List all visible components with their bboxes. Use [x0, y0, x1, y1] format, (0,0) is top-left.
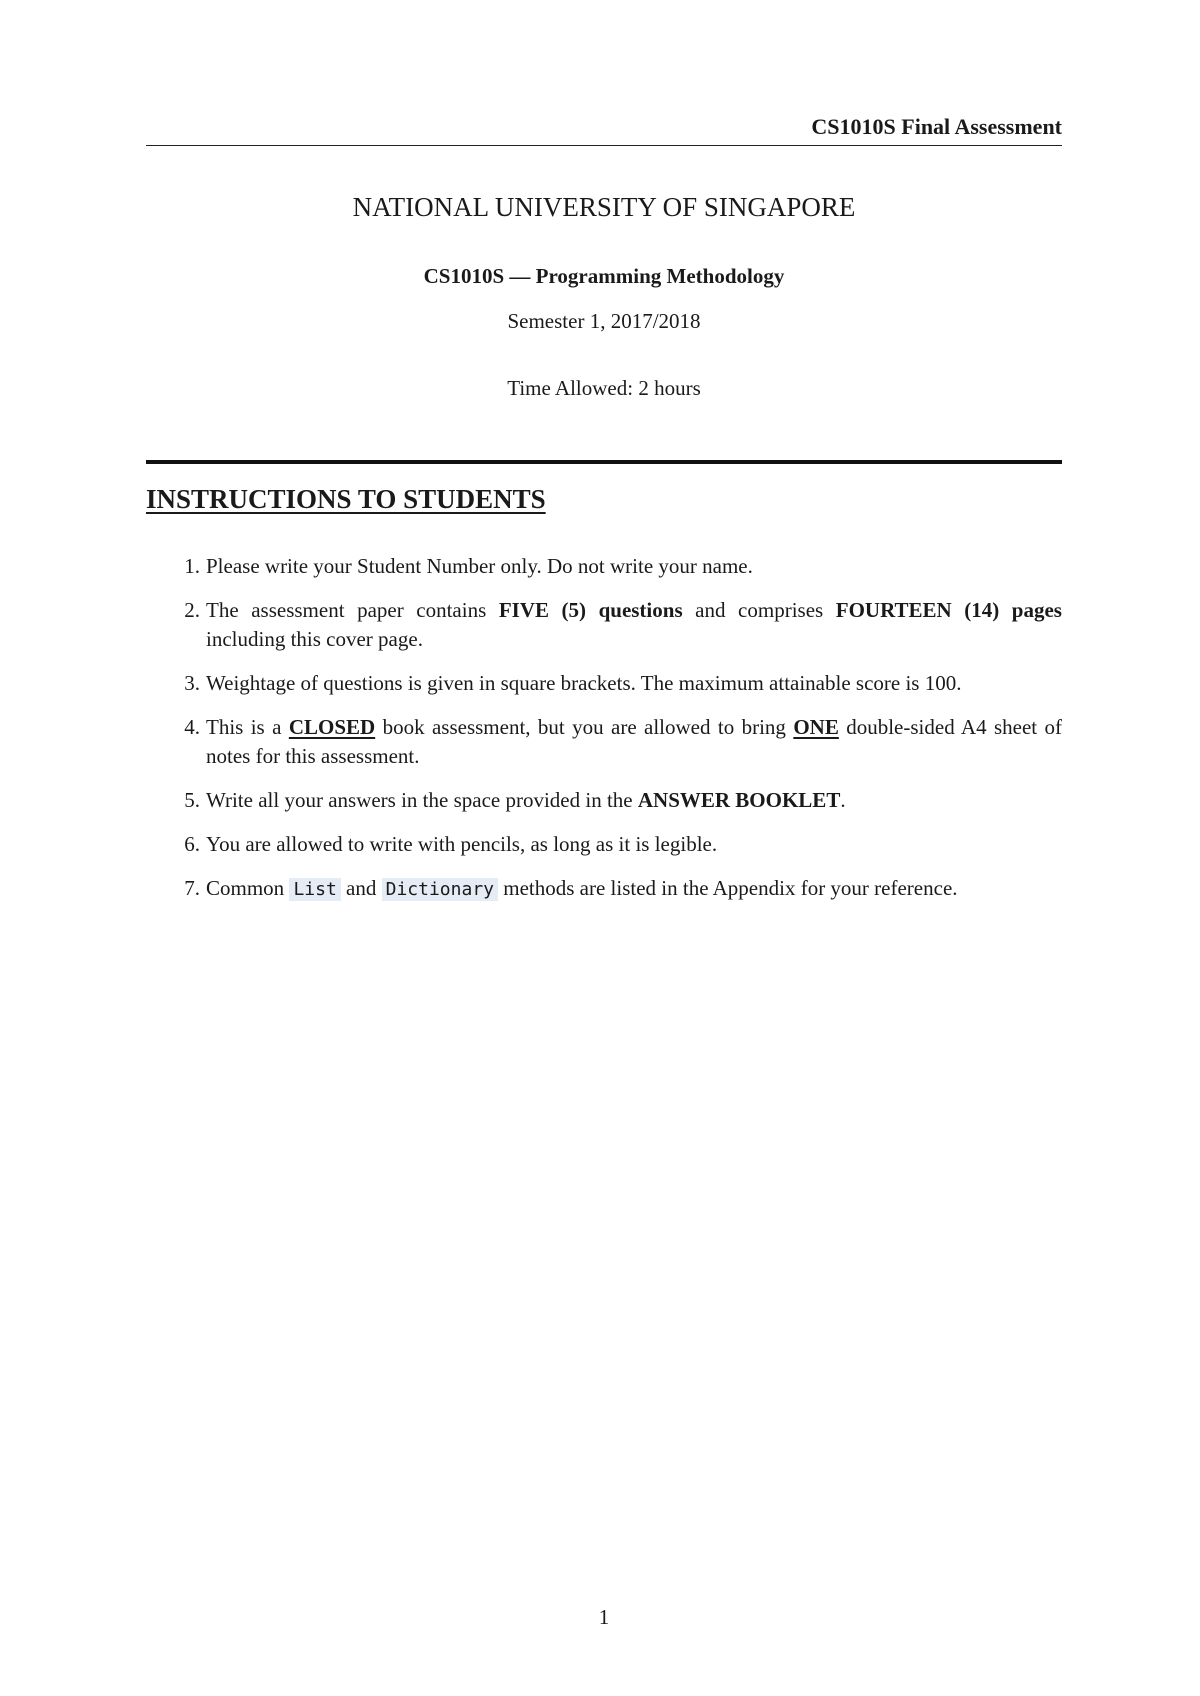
instruction-item	[146, 713, 1062, 771]
header-rule	[146, 145, 1062, 146]
list-code-term: List	[289, 878, 340, 901]
instructions-heading: INSTRUCTIONS TO STUDENTS	[146, 484, 546, 514]
university-name: NATIONAL UNIVERSITY OF SINGAPORE	[352, 192, 856, 222]
closed-book-emphasis: CLOSED	[288, 715, 376, 739]
instruction-number: 5.	[184, 788, 200, 812]
instruction-text: Please write your Student Number only. Do not write your name.	[206, 554, 753, 578]
section-rule	[146, 460, 1062, 464]
instruction-number: 4.	[184, 715, 200, 739]
instruction-text: and comprises	[682, 598, 836, 622]
page-number: 1	[598, 1605, 610, 1629]
instructions-list	[146, 552, 1062, 919]
instruction-number: 7.	[184, 876, 200, 900]
instruction-text: Weightage of questions is given in square brackets. The maximum attainable score is 100.	[206, 671, 962, 695]
instruction-text: methods are listed in the Appendix for your reference.	[498, 876, 958, 900]
instruction-item	[146, 552, 1062, 581]
instruction-item	[146, 830, 1062, 859]
course-title: CS1010S — Programming Methodology	[423, 264, 785, 288]
instruction-text: including this cover page.	[206, 627, 423, 651]
question-count-emphasis: FIVE (5) questions	[498, 598, 683, 622]
running-header: CS1010S Final Assessment	[811, 114, 1062, 139]
instruction-item	[146, 874, 1062, 904]
instruction-text: Write all your answers in the space provided in the	[206, 788, 638, 812]
instruction-text: Common	[206, 876, 290, 900]
instruction-text: You are allowed to write with pencils, as long as it is legible.	[206, 832, 718, 856]
instruction-number: 6.	[184, 832, 200, 856]
instruction-text: .	[840, 788, 846, 812]
semester-label: Semester 1, 2017/2018	[507, 309, 701, 333]
instruction-item	[146, 596, 1062, 654]
instruction-number: 3.	[184, 671, 200, 695]
instruction-number: 1.	[184, 554, 200, 578]
one-sheet-emphasis: ONE	[793, 715, 839, 739]
dictionary-code-term: Dictionary	[382, 878, 498, 901]
time-allowed-label: Time Allowed: 2 hours	[507, 376, 701, 400]
instruction-item	[146, 786, 1062, 815]
instruction-number: 2.	[184, 598, 200, 622]
instruction-text: This is a	[206, 715, 289, 739]
instruction-text: The assessment paper contains	[206, 598, 499, 622]
instruction-text: book assessment, but you are allowed to bring	[375, 715, 794, 739]
answer-booklet-emphasis: ANSWER BOOKLET	[637, 788, 841, 812]
page-count-emphasis: FOURTEEN (14) pages	[835, 598, 1062, 622]
instruction-item	[146, 669, 1062, 698]
instruction-text: double-sided A4 sheet of notes for this assessment.	[206, 715, 1063, 768]
instruction-text: and	[340, 876, 382, 900]
